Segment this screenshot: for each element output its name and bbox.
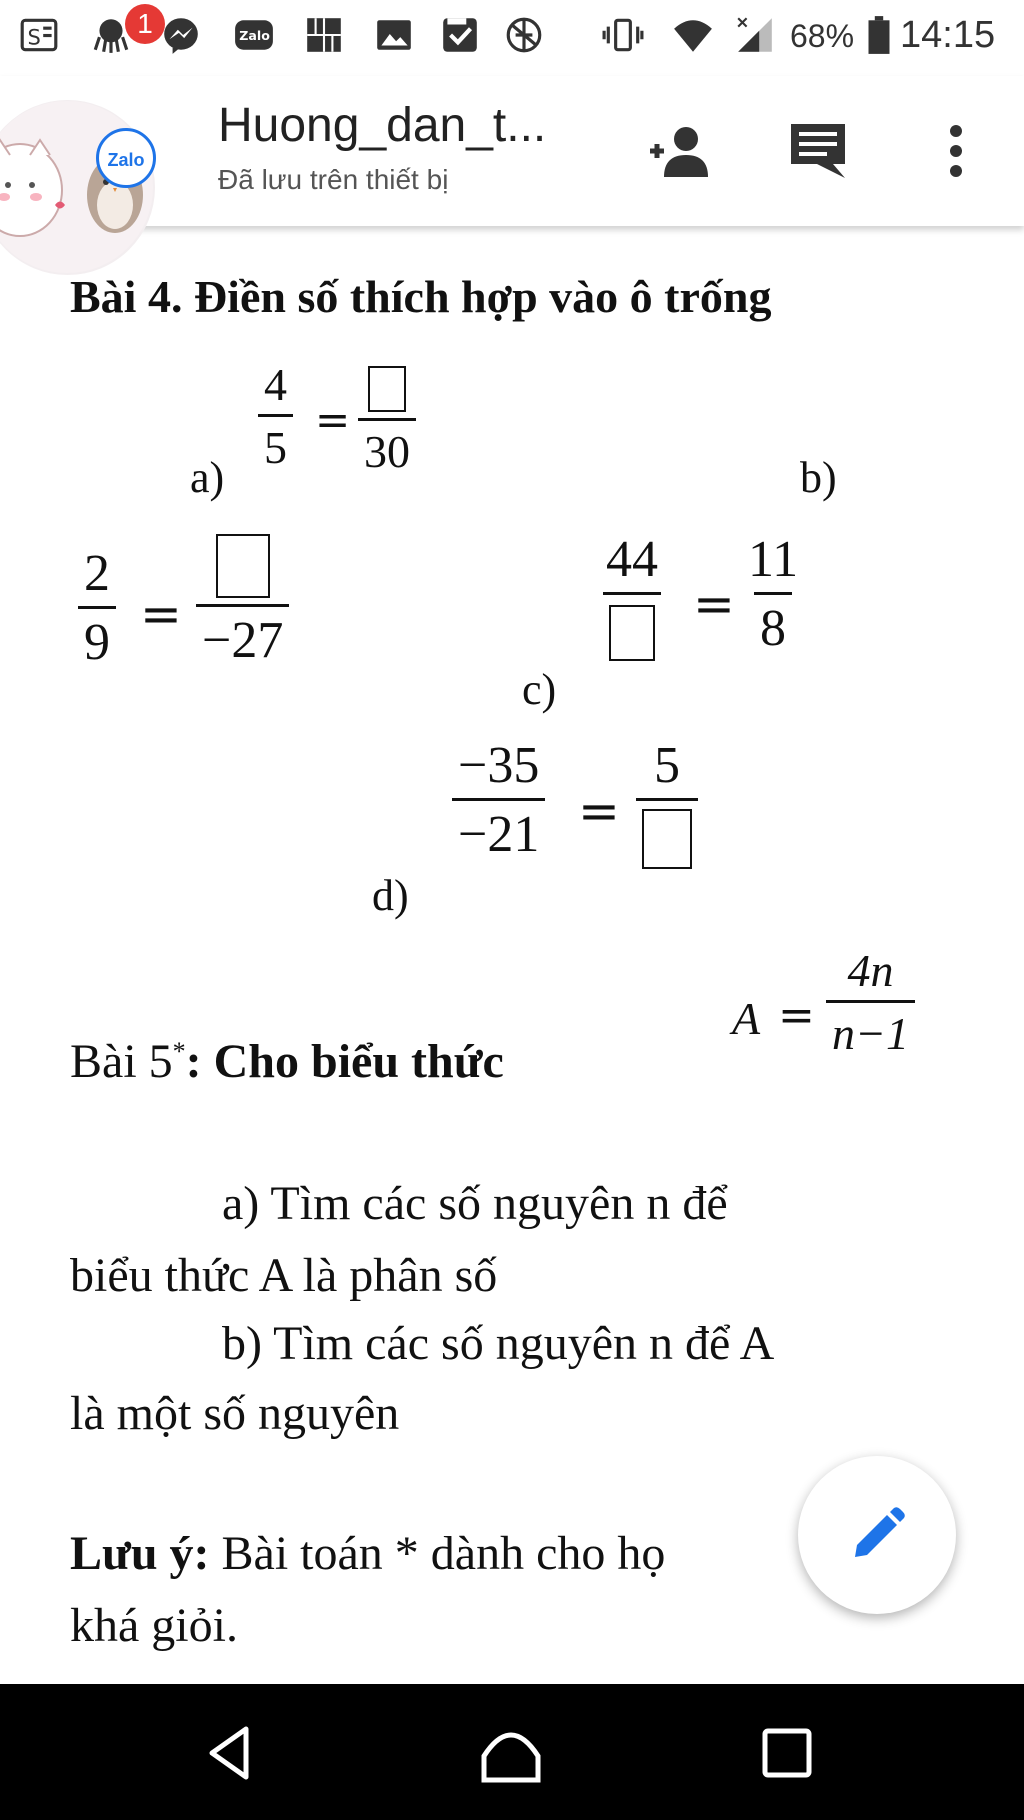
recents-icon	[760, 1726, 814, 1780]
formula-numerator: 4n	[847, 945, 894, 996]
part-a-fraction-right	[358, 362, 416, 478]
home-button[interactable]	[476, 1718, 546, 1788]
part-c-fraction-right	[742, 531, 804, 657]
battery-percent: 68%	[790, 18, 855, 54]
svg-text:S: S	[27, 25, 41, 50]
part-c-equals: =	[693, 575, 735, 633]
home-icon	[478, 1720, 544, 1786]
part-b-fraction-left	[78, 545, 116, 671]
part-c-numerator-right: 11	[748, 531, 799, 588]
formula-lhs: A	[732, 993, 761, 1044]
recents-button[interactable]	[752, 1718, 822, 1788]
navigation-bar	[0, 1684, 1024, 1820]
part-a-blank-box[interactable]	[362, 362, 412, 418]
vibrate-icon	[602, 14, 644, 56]
more-vert-icon	[946, 121, 966, 181]
zalo-icon	[233, 14, 275, 56]
part-b-equals: =	[140, 585, 182, 643]
part-c-fraction-left	[600, 531, 664, 661]
document-title[interactable]: Huong_dan_t...	[218, 99, 547, 152]
note-label: Lưu ý:	[70, 1527, 210, 1580]
part-d-numerator: −35	[458, 737, 540, 794]
bai5-a-line2: biểu thức A là phân số	[70, 1249, 498, 1302]
note-line1	[70, 1526, 665, 1581]
part-a-numerator: 4	[264, 359, 287, 410]
document-subtitle: Đã lưu trên thiết bị	[218, 164, 449, 195]
part-b-denominator: 9	[78, 606, 116, 669]
part-d-blank-box[interactable]	[636, 798, 698, 869]
part-b-blank-box[interactable]	[210, 534, 276, 604]
comment-icon	[787, 120, 849, 182]
part-b-label: b)	[800, 453, 837, 502]
comment-button[interactable]	[778, 116, 858, 186]
formula-fraction	[826, 945, 915, 1059]
part-a-denominator-right: 30	[358, 418, 416, 475]
bai5-b-line2: là một số nguyên	[70, 1387, 400, 1440]
formula-equals: =	[778, 990, 815, 1041]
bai5-b-line1: b) Tìm các số nguyên n để A	[222, 1317, 775, 1370]
part-a-fraction-left	[258, 359, 293, 473]
bai5-title: Bài 5*: Cho biểu thức	[70, 1035, 504, 1088]
part-c-blank-box[interactable]	[603, 592, 661, 661]
battery-icon	[858, 14, 900, 56]
add-person-button[interactable]	[640, 116, 720, 186]
part-c-denominator-right: 8	[754, 592, 792, 655]
add-person-icon	[644, 123, 716, 179]
part-b-fraction-right	[196, 534, 289, 667]
unread-badge: 1	[125, 4, 165, 44]
messenger-icon	[160, 14, 202, 56]
part-a-equals: =	[315, 395, 351, 444]
zalo-app-label: Zalo	[96, 128, 156, 188]
note-text: Bài toán * dành cho họ	[209, 1527, 666, 1580]
sfive-icon	[18, 14, 60, 56]
bai4-title: Bài 4. Điền số thích hợp vào ô trống	[70, 271, 772, 322]
part-c-numerator: 44	[606, 531, 658, 588]
signal-icon	[734, 14, 776, 56]
formula-denominator: n−1	[826, 1000, 915, 1057]
part-d-fraction-left	[452, 737, 545, 863]
save-icon	[439, 14, 481, 56]
part-c-label: c)	[522, 665, 557, 714]
part-b-denominator-right: −27	[196, 604, 289, 667]
edit-fab-button[interactable]	[798, 1456, 956, 1614]
part-d-equals: =	[578, 782, 620, 840]
photo-collage-icon	[303, 14, 345, 56]
more-options-button[interactable]	[916, 116, 996, 186]
part-d-denominator: −21	[452, 798, 545, 861]
bai5-a-line1: a) Tìm các số nguyên n để	[222, 1177, 728, 1230]
back-icon	[200, 1723, 260, 1783]
part-b-numerator: 2	[84, 545, 110, 602]
vpn-icon	[503, 14, 545, 56]
part-a-label: a)	[190, 453, 225, 502]
edit-pencil-icon	[847, 1505, 907, 1565]
status-time: 14:15	[900, 14, 996, 56]
note-line2: khá giỏi.	[70, 1599, 238, 1652]
part-d-numerator-right: 5	[654, 737, 680, 794]
wifi-icon	[672, 14, 714, 56]
svg-text:Zalo: Zalo	[239, 28, 270, 44]
part-a-denominator: 5	[258, 414, 293, 471]
image-icon	[373, 14, 415, 56]
part-d-label: d)	[372, 871, 409, 920]
part-d-fraction-right	[636, 737, 698, 869]
back-button[interactable]	[195, 1718, 265, 1788]
